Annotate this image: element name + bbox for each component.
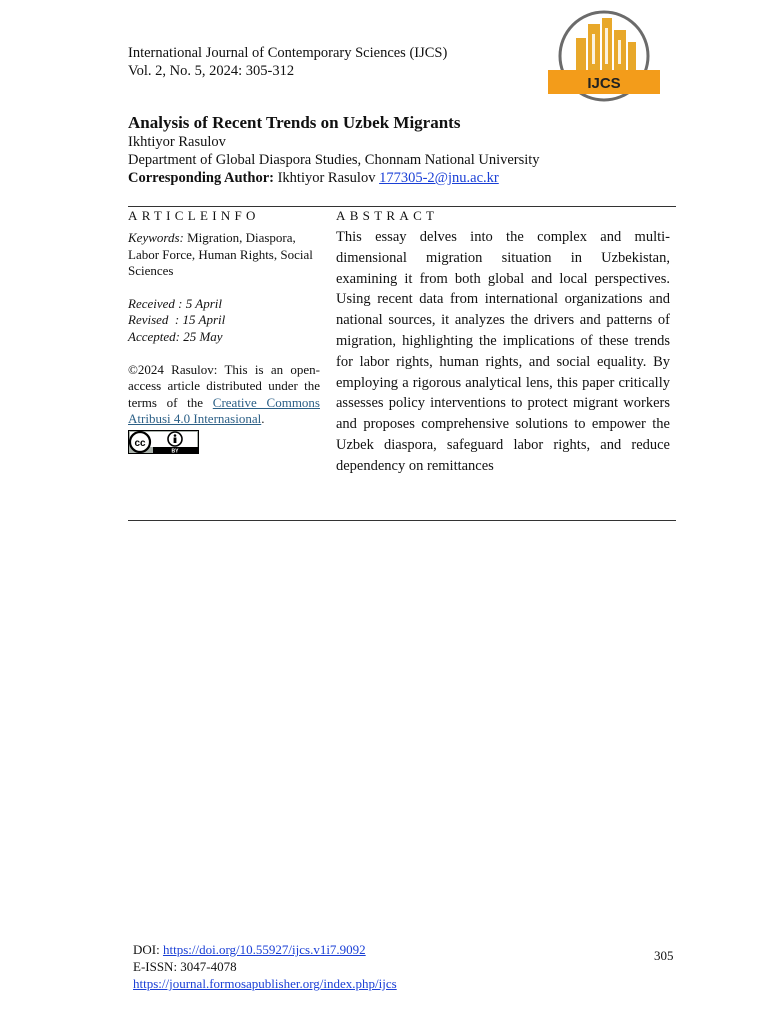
top-rule — [128, 206, 676, 207]
license-notice — [128, 362, 320, 428]
revised-date: Revised : 15 April — [128, 312, 226, 328]
accepted-date: Accepted: 25 May — [128, 328, 223, 344]
logo-text: IJCS — [587, 75, 621, 92]
license-end: . — [261, 411, 265, 427]
author-name: Ikhtiyor Rasulov — [128, 134, 226, 150]
journal-logo — [548, 8, 660, 114]
cc-by-badge[interactable] — [128, 430, 320, 459]
svg-text:cc: cc — [134, 437, 146, 449]
license-link[interactable]: Creative Commons Atribusi 4.0 Internasional — [128, 394, 320, 427]
badge-label: BY — [171, 448, 179, 454]
article-info-heading: ARTICLEINFO — [128, 208, 260, 223]
footer — [133, 941, 397, 992]
abstract-text: This essay delves into the complex and multi-dimensional migration situation in Uzbekistan, examining it from both global and local perspectives. Using recent data from international organizations and national sources, it analyzes the drivers and patterns of migration, highlighting the implications of these trends for labor rights, human rights, and social equality. By employing a rigorous analytical lens, this paper critically assesses policy interventions to protect migrant workers and proposes comprehensive solutions to empower the Uzbek diaspora, safeguard labor rights, and reduce dependency on remittances — [336, 229, 670, 474]
journal-header — [128, 44, 447, 80]
author-block — [128, 133, 540, 187]
page-number: 305 — [654, 948, 674, 963]
dates — [128, 296, 320, 346]
license-text: ©2024 Rasulov: This is an open-access article distributed under the terms of the — [128, 361, 320, 410]
doi-label: DOI: — [133, 942, 160, 957]
corresponding-name: Ikhtiyor Rasulov — [277, 170, 376, 186]
doi-link[interactable]: https://doi.org/10.55927/ijcs.v1i7.9092 — [162, 942, 366, 957]
bottom-rule — [128, 520, 676, 521]
doi-line — [133, 941, 397, 958]
abstract-heading: ABSTRACT — [336, 208, 439, 223]
received-date: Received : 5 April — [128, 295, 222, 311]
corresponding-author — [128, 169, 540, 187]
article-title: Analysis of Recent Trends on Uzbek Migrants — [128, 113, 461, 132]
journal-volume: Vol. 2, No. 5, 2024: 305-312 — [128, 63, 295, 79]
eissn: E-ISSN: 3047-4078 — [133, 959, 237, 974]
keywords-text: Migration, Diaspora, Labor Force, Human Rights, Social Sciences — [128, 230, 313, 279]
keywords — [128, 230, 320, 280]
corresponding-label: Corresponding Author: — [128, 170, 274, 186]
keywords-label: Keywords: — [128, 230, 184, 245]
journal-url[interactable]: https://journal.formosapublisher.org/index.php/ijcs — [133, 976, 397, 991]
author-affiliation: Department of Global Diaspora Studies, Chonnam National University — [128, 152, 540, 168]
email-link[interactable]: 177305-2@jnu.ac.kr — [379, 170, 499, 186]
journal-name: International Journal of Contemporary Sciences (IJCS) — [128, 45, 448, 61]
article-info — [128, 230, 320, 459]
